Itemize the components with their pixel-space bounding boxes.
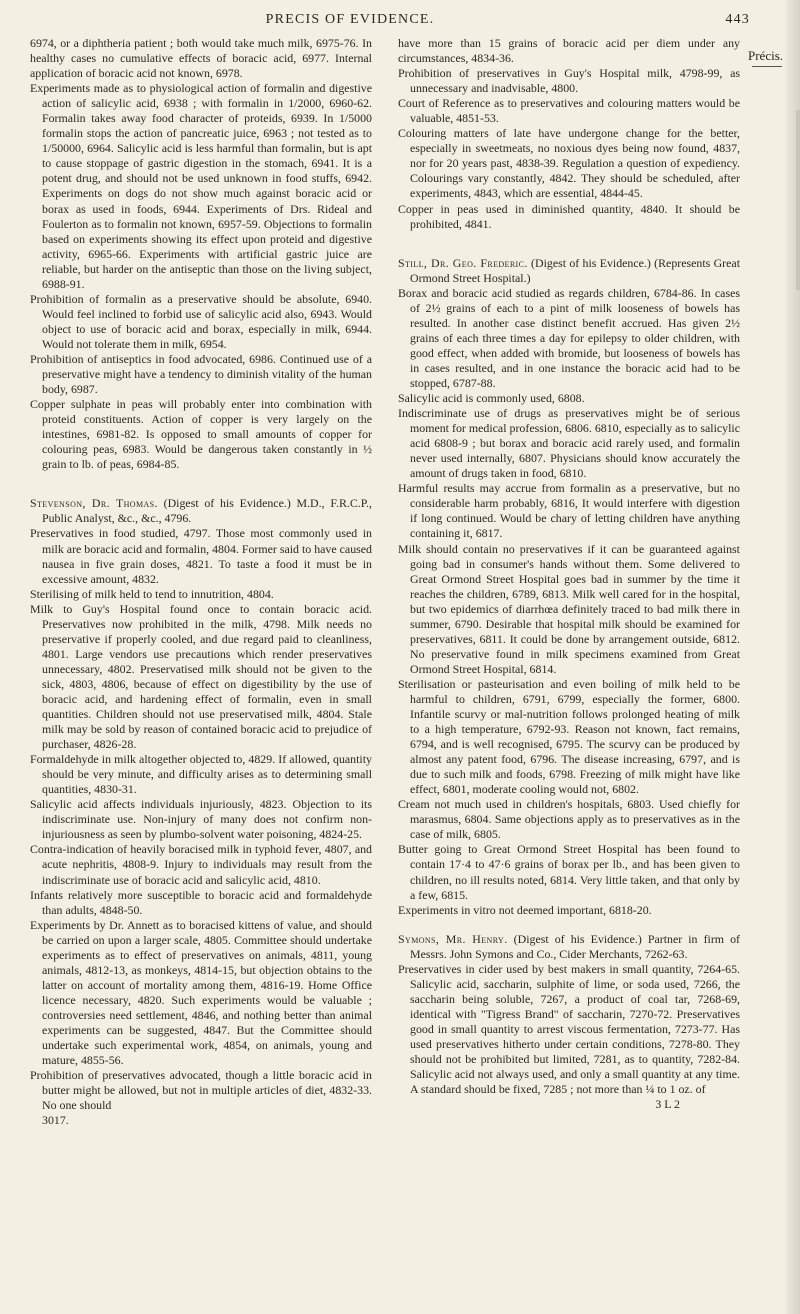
- paragraph: Copper in peas used in diminished quantity, 4840. It should be prohibited, 4841.: [398, 201, 740, 231]
- paragraph: 6974, or a diphtheria patient ; both would take much milk, 6975-76. In healthy cases no cumulative effects of boracic acid, 6977. Internal application of boracic acid not known, 6978.: [30, 36, 372, 81]
- paragraph: Cream not much used in children's hospitals, 6803. Used chiefly for marasmus, 6804. Same objections apply as to preservatives as in the case of milk, 6805.: [398, 797, 740, 842]
- paragraph: Copper sulphate in peas will probably enter into combination with proteid constituents. Action of copper is very largely on the intestines, 6981-82. Is opposed to small amounts of copper for colouring peas, 6983. Would be dangerous taken constantly in ½ grain to lb. of peas, 6984-85.: [30, 397, 372, 472]
- paragraph: Experiments by Dr. Annett as to boracised kittens of value, and should be carried on upon a larger scale, 4805. Committee should undertake experiments as to effect of preservatives on animals, 4811, young animals, 4812-13, as monkeys, 4814-15, but objection obtains to the latter on account of mortality among them, 4816-19. Home Office licence necessary, 4820. Such experiments would be valuable ; controversies need settlement, 4846, and nothing better than animal experiments can be suggested, 4847. But the Committee should undertake such experimental work, 4854, on animals, young and mature, 4855-56.: [30, 917, 372, 1068]
- paragraph: Experiments made as to physiological action of formalin and digestive action of salicylic acid, 6938 ; with formalin in 1/2000, 6960-62. Formalin takes away food character of proteids, 6939. In 1/5000 formalin stops the action of pancreatic juice, 6963 ; not tested as to 1/50000, 6964. Salicylic acid is less harmful than formalin, but is apt to cause stoppage of gastric digestion in the stomach, 6941. It is a potent drug, and should not be used unknown in food stuffs, 6942. Experiments on dogs do not show much against boracic acid or borax as used in foods, 6944. Experiments of Drs. Rideal and Foulerton as to formalin not known, 6957-59. Objections to formalin based on experiments showing its effect upon proteid and digestive activity, 6965-66. Experiments with artificial gastric juice are reliable, but harder on the antiseptic than those on the living subject, 6988-91.: [30, 81, 372, 291]
- paragraph: Prohibition of formalin as a preservative should be absolute, 6940. Would feel inclined to forbid use of salicylic acid also, 6943. Would object to use of boracic acid and borax, especially in milk, 6944. Would not tolerate them in milk, 6954.: [30, 291, 372, 351]
- witness-entry-still: [398, 256, 740, 286]
- paragraph: have more than 15 grains of boracic acid per diem under any circumstances, 4834-36.: [398, 36, 740, 66]
- paragraph: Contra-indication of heavily boracised milk in typhoid fever, 4807, and acute nephritis, 4808-9. Injury to individuals may result from the indiscriminate use of boracic acid and salicylic acid, 4810.: [30, 842, 372, 887]
- paragraph: Salicylic acid is commonly used, 6808.: [398, 391, 585, 406]
- page-fold: [796, 110, 800, 290]
- witness-entry-symons: [398, 932, 740, 962]
- witness-details: (Digest of his Evidence.) (Represents Great Ormond Street Hospital.): [410, 255, 740, 285]
- paragraph: Formaldehyde in milk altogether objected to, 4829. If allowed, quantity should be very minute, and difficulty arises as to determining small quantities, 4830-31.: [30, 752, 372, 797]
- paragraph: Butter going to Great Ormond Street Hospital has been found to contain 17·4 to 47·6 grains of borax per lb., and has been given to children, no ill results noted, 6814. Very little taken, and that only by a few, 6815.: [398, 842, 740, 902]
- paragraph: Sterilisation or pasteurisation and even boiling of milk held to be harmful to children, 6791, 6799, especially the former, 6800. Infantile scurvy or mal-nutrition follows prolonged heating of milk to a high temperature, 6792-93. Reason not known, fact remains, 6794, and is well recognised, 6795. The scurvy can be produced by almost any patent food, 6796. The disease increasing, 6797, and is due to such milk and foods, 6798. Freezing of milk might have like effect, 6801, moderate cooling would not, 6802.: [398, 676, 740, 797]
- right-column: [398, 36, 740, 1298]
- paragraph: Experiments in vitro not deemed important, 6818-20.: [398, 902, 652, 917]
- paragraph: Infants relatively more susceptible to boracic acid and formaldehyde than adults, 4848-50.: [30, 887, 372, 917]
- witness-details: (Digest of his Evidence.) M.D., F.R.C.P., Public Analyst, &c., &c., 4796.: [42, 496, 372, 526]
- paragraph: Salicylic acid affects individuals injuriously, 4823. Objection to its indiscriminate use. Non-injury of many does not confirm non-injuriousness as seen by plumbo-solvent water poisoning, 4824-25.: [30, 797, 372, 842]
- paragraph: Prohibition of preservatives in Guy's Hospital milk, 4798-99, as unnecessary and inadvisable, 4800.: [398, 66, 740, 96]
- witness-details: (Digest of his Evidence.) Partner in firm of Messrs. John Symons and Co., Cider Merchants, 7262-63.: [410, 931, 740, 961]
- signature-mark: 3017.: [42, 1113, 69, 1128]
- paragraph: Prohibition of preservatives advocated, though a little boracic acid in butter might be allowed, but not in multiple articles of diet, 4832-33. No one should: [30, 1068, 372, 1113]
- paragraph: Preservatives in cider used by best makers in small quantity, 7264-65. Salicylic acid, saccharin, sulphite of lime, or soda used, 7266, the saccharin being soluble, 7267, a product of coal tar, 7268-69, identical with "Tigress Brand" of saccharin, 7270-72. Preservatives good in small quantity to arrest viscous fermentation, 7273-77. Has used preservatives hitherto under certain conditions, 7278-80. They should not be prohibited but limited, 7281, as to quantity, 7282-84. Salicylic acid not always used, and only a small quantity at any time. A standard should be fixed, 7285 ; not more than ¼ to 1 oz. of: [398, 961, 740, 1097]
- paragraph: Indiscriminate use of drugs as preservatives might be of serious moment for medical profession, 6806. 6810, especially as to salicylic acid 6808-9 ; but borax and boracic acid rarely used, and formalin never used internally, 6807. Physicians should know accurately the amount of drugs taken in food, 6810.: [398, 406, 740, 481]
- witness-name: Stevenson, Dr. Thomas.: [30, 496, 158, 511]
- page-number: 443: [725, 12, 750, 27]
- witness-name: Symons, Mr. Henry.: [398, 931, 508, 946]
- margin-rule: [752, 66, 782, 67]
- paragraph: Milk should contain no preservatives if it can be guaranteed against going bad in consumer's hands without them. Some delivered to Great Ormond Street Hospital goes bad in summer by the time it reaches the children, 6789, 6813. Milk well cared for in the hospital, but two epidemics of diarrhœa definitely traced to bad milk there in summer, 6790. Desirable that hospital milk should be examined for preservatives, 6811. It could be done by arrangement outside, 6812. No preservative found in milk specimens examined from Great Ormond Street Hospital, 6814.: [398, 541, 740, 676]
- paragraph: Harmful results may accrue from formalin as a preservative, but no considerable harm probably, 6816, It would interfere with digestion if long continued. Would be chary of letting children have anything containing it, 6817.: [398, 481, 740, 541]
- paragraph: Prohibition of antiseptics in food advocated, 6986. Continued use of a preservative might have a tendency to diminish vitality of the human body, 6987.: [30, 351, 372, 397]
- witness-entry-stevenson: [30, 496, 372, 526]
- signature-mark: 3 L 2: [655, 1097, 680, 1112]
- paragraph: Preservatives in food studied, 4797. Those most commonly used in milk are boracic acid and formalin, 4804. Former said to have caused nausea in five grain doses, 4821. To taste a food it must be in excessive amount, 4832.: [30, 526, 372, 586]
- witness-name: Still, Dr. Geo. Frederic.: [398, 255, 528, 270]
- paragraph: Colouring matters of late have undergone change for the better, especially in sweetmeats, no noxious dyes being now found, 4837, nor for 20 years past, 4838-39. Regulation a question of expediency. Colourings vary constantly, 4842. They should be scheduled, after experiments, 4843, which are essential, 4844-45.: [398, 126, 740, 201]
- paragraph: Borax and boracic acid studied as regards children, 6784-86. In cases of 2½ grains of each to a pint of milk looseness of bowels has resulted. In another case distinct benefit accrued. Has given 2½ grains of each three times a day for epilepsy to older children, with good effect, when added with bromide, but looseness of bowels has in cases resulted, and in one instance the boracic acid had to be stopped, 6787-88.: [398, 285, 740, 390]
- running-head: PRECIS OF EVIDENCE.: [265, 12, 435, 27]
- precis-label: Précis.: [748, 48, 784, 63]
- paragraph: Court of Reference as to preservatives and colouring matters would be valuable, 4851-53.: [398, 96, 740, 126]
- paragraph: Milk to Guy's Hospital found once to contain boracic acid. Preservatives now prohibited in the milk, 4798. Milk needs no preservative if properly cooled, and due regard paid to cleanliness, 4801. Large vendors use precautions which render preservatives unnecessary, 4802. Preservatised milk should not be given to the sick, 4803, 4806, because of effect on digestibility by the use of boracic acid, and hardening effect of formalin, even in small quantities. Children should not use preservatised milk, 4804. Stale milk may be sold by reason of contained boracic acid to prejudice of purchaser, 4826-28.: [30, 601, 372, 752]
- paragraph: Sterilising of milk held to tend to innutrition, 4804.: [30, 586, 274, 601]
- left-column: [30, 36, 372, 1298]
